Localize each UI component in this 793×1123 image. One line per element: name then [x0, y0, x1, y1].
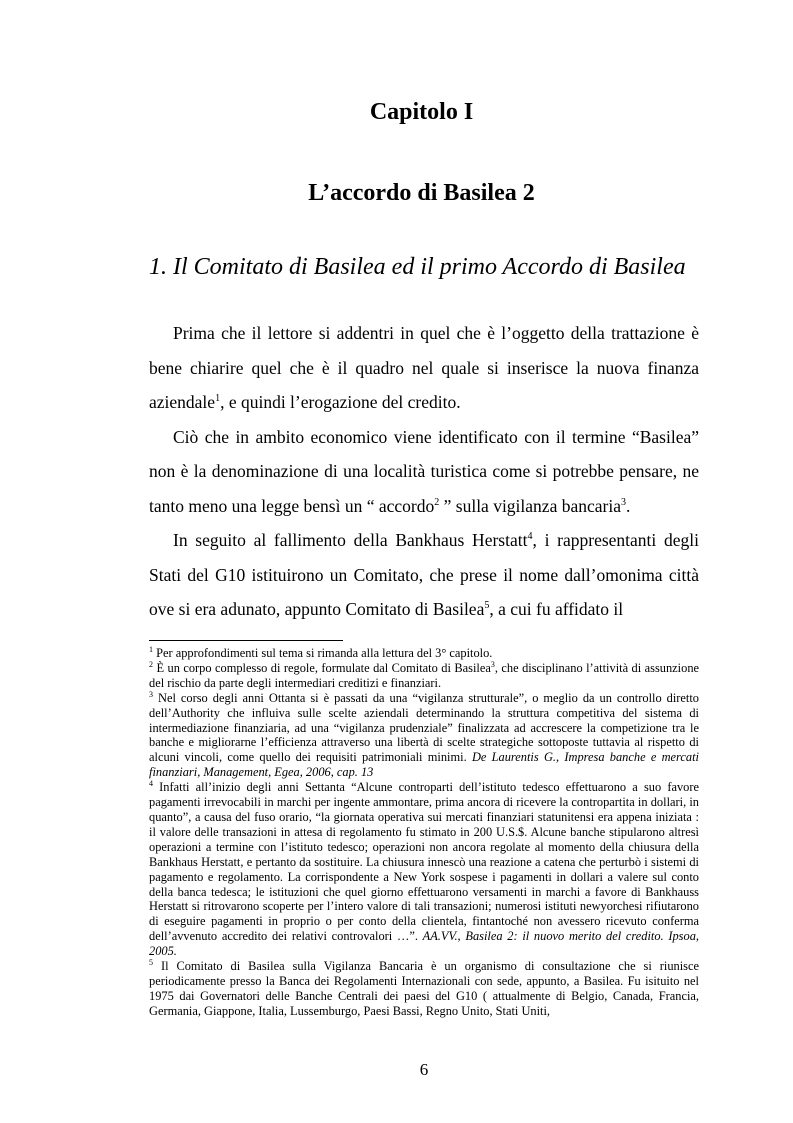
footnote-ref-1[interactable]: 1	[215, 393, 221, 405]
body-text	[149, 316, 699, 627]
page-number: 6	[419, 1060, 429, 1079]
footnote-ref-4[interactable]: 4	[527, 531, 533, 543]
paragraph-1: Prima che il lettore si addentri in quel che è l’oggetto della trattazione è bene chiarire quel che è il quadro nel quale si inserisce la nuova finanza aziendale$^1$, e quindi l’erogazione del credito.	[149, 323, 699, 412]
footnote-citation: De Laurentis G., Impresa banche e mercati finanziari, Management, Egea, 2006, cap. 13	[149, 750, 699, 780]
footnote-5: $^5$ Il Comitato di Basilea sulla Vigilanza Bancaria è un organismo di consultazione che si riunisce periodicamente presso la Banca dei Regolamenti Internazionali con sede, appunto, a Basilea. Fu isituito nel 1975 dai Governatori delle Banche Centrali dei paesi del G10 ( attualmente di Belgio, Canada, Francia, Germania, Giappone, Italia, Lussemburgo, Paesi Bassi, Regno Unito, Stati Uniti,	[149, 957, 699, 1018]
chapter-title: Capitolo I	[369, 99, 474, 125]
footnote-number: 2	[149, 659, 153, 669]
footnote-ref-2[interactable]: 2	[434, 496, 440, 508]
footnote-3: $^3$ Nel corso degli anni Ottanta si è passati da una “vigilanza strutturale”, o meglio da un controllo diretto dell’Authority che influiva sulle scelte aziendali determinando la struttura competitiva del sistema di intermediazione finanziaria, ad una “vigilanza prudenziale” finalizzata ad accrescere la competizione tra le banche e migliorarne l’efficienza attraverso una libertà di scelte strategiche sottoposte tuttavia al rispetto di alcuni vincoli, come quello dei requisiti patrimoniali minimi. De Laurentis G., Impresa banche e mercati finanziari, Management, Egea, 2006, cap. 13	[149, 689, 699, 780]
footnotes	[149, 646, 699, 1019]
footnote-ref-3[interactable]: 3	[620, 496, 626, 508]
footnote-4: $^4$ Infatti all’inizio degli anni Settanta “Alcune controparti dell’istituto tedesco effettuarono a suo favore pagamenti irrevocabili in marchi per ingente ammontare, prima ancora di ricevere la contropartita in dollari, in quanto”, a causa del fuso orario, “la giornata operativa sui mercati finanziari statunitensi era appena iniziata : il valore delle transazioni in attesa di regolamento fu stimato in 200 U.S.$. Alcune banche stipularono altresì operazioni a termine con l’istituto tedesco; operazioni non ancora regolate al momento della chiusura della Bankhaus Herstatt, e pertanto da sostituire. La chiusura innescò una reazione a catena che perturbò i sistemi di pagamento e regolamento. La corrispondente a New York sospese i pagamenti in dollari a valere sul conto della banca tedesca; le istituzioni che quel giorno effettuarono versamenti in marchi a favore di Bankhauss Herstatt si ritrovarono scoperte per l’intero valore di tali transazioni; numerosi istituti newyorchesi rifiutarono di eseguire pagamenti in proprio o per conto della clientela, fintantoché non avessero ricevuto conferma dell’avvenuto accredito dei relativi controvalori …”. AA.VV., Basilea 2: il nuovo merito del credito. Ipsoa, 2005.	[149, 779, 699, 959]
footnote-citation: AA.VV., Basilea 2: il nuovo merito del credito. Ipsoa, 2005.	[149, 929, 699, 959]
paragraph-3: In seguito al fallimento della Bankhaus Herstatt$^4$, i rappresentanti degli Stati del G10 istituirono un Comitato, che prese il nome dall’omonima città ove si era adunato, appunto Comitato di Basilea$^5$, a cui fu affidato il	[149, 530, 699, 619]
footnote-separator	[149, 640, 343, 641]
footnote-1: $^1$ Per approfondimenti sul tema si rimanda alla lettura del 3° capitolo.	[149, 644, 493, 660]
footnote-inner-ref: 3	[490, 659, 495, 669]
footnote-2: $^2$ È un corpo complesso di regole, formulate dal Comitato di Basilea$^3$, che disciplinano l’attività di assunzione del rischio da parte degli intermediari creditizi e finanziari.	[149, 659, 700, 690]
footnote-number: 3	[149, 689, 153, 699]
chapter-subtitle: L’accordo di Basilea 2	[308, 180, 535, 206]
section-heading: 1. Il Comitato di Basilea ed il primo Accordo di Basilea	[149, 254, 686, 280]
paragraph-2: Ciò che in ambito economico viene identificato con il termine “Basilea” non è la denominazione di una località turistica come si potrebbe pensare, ne tanto meno una legge bensì un “ accordo$^2$ ” sulla vigilanza bancaria$^3$.	[149, 426, 699, 516]
footnote-number: 4	[149, 779, 153, 789]
footnote-ref-5[interactable]: 5	[484, 600, 490, 612]
footnote-number: 5	[149, 957, 153, 967]
footnote-number: 1	[149, 644, 153, 654]
